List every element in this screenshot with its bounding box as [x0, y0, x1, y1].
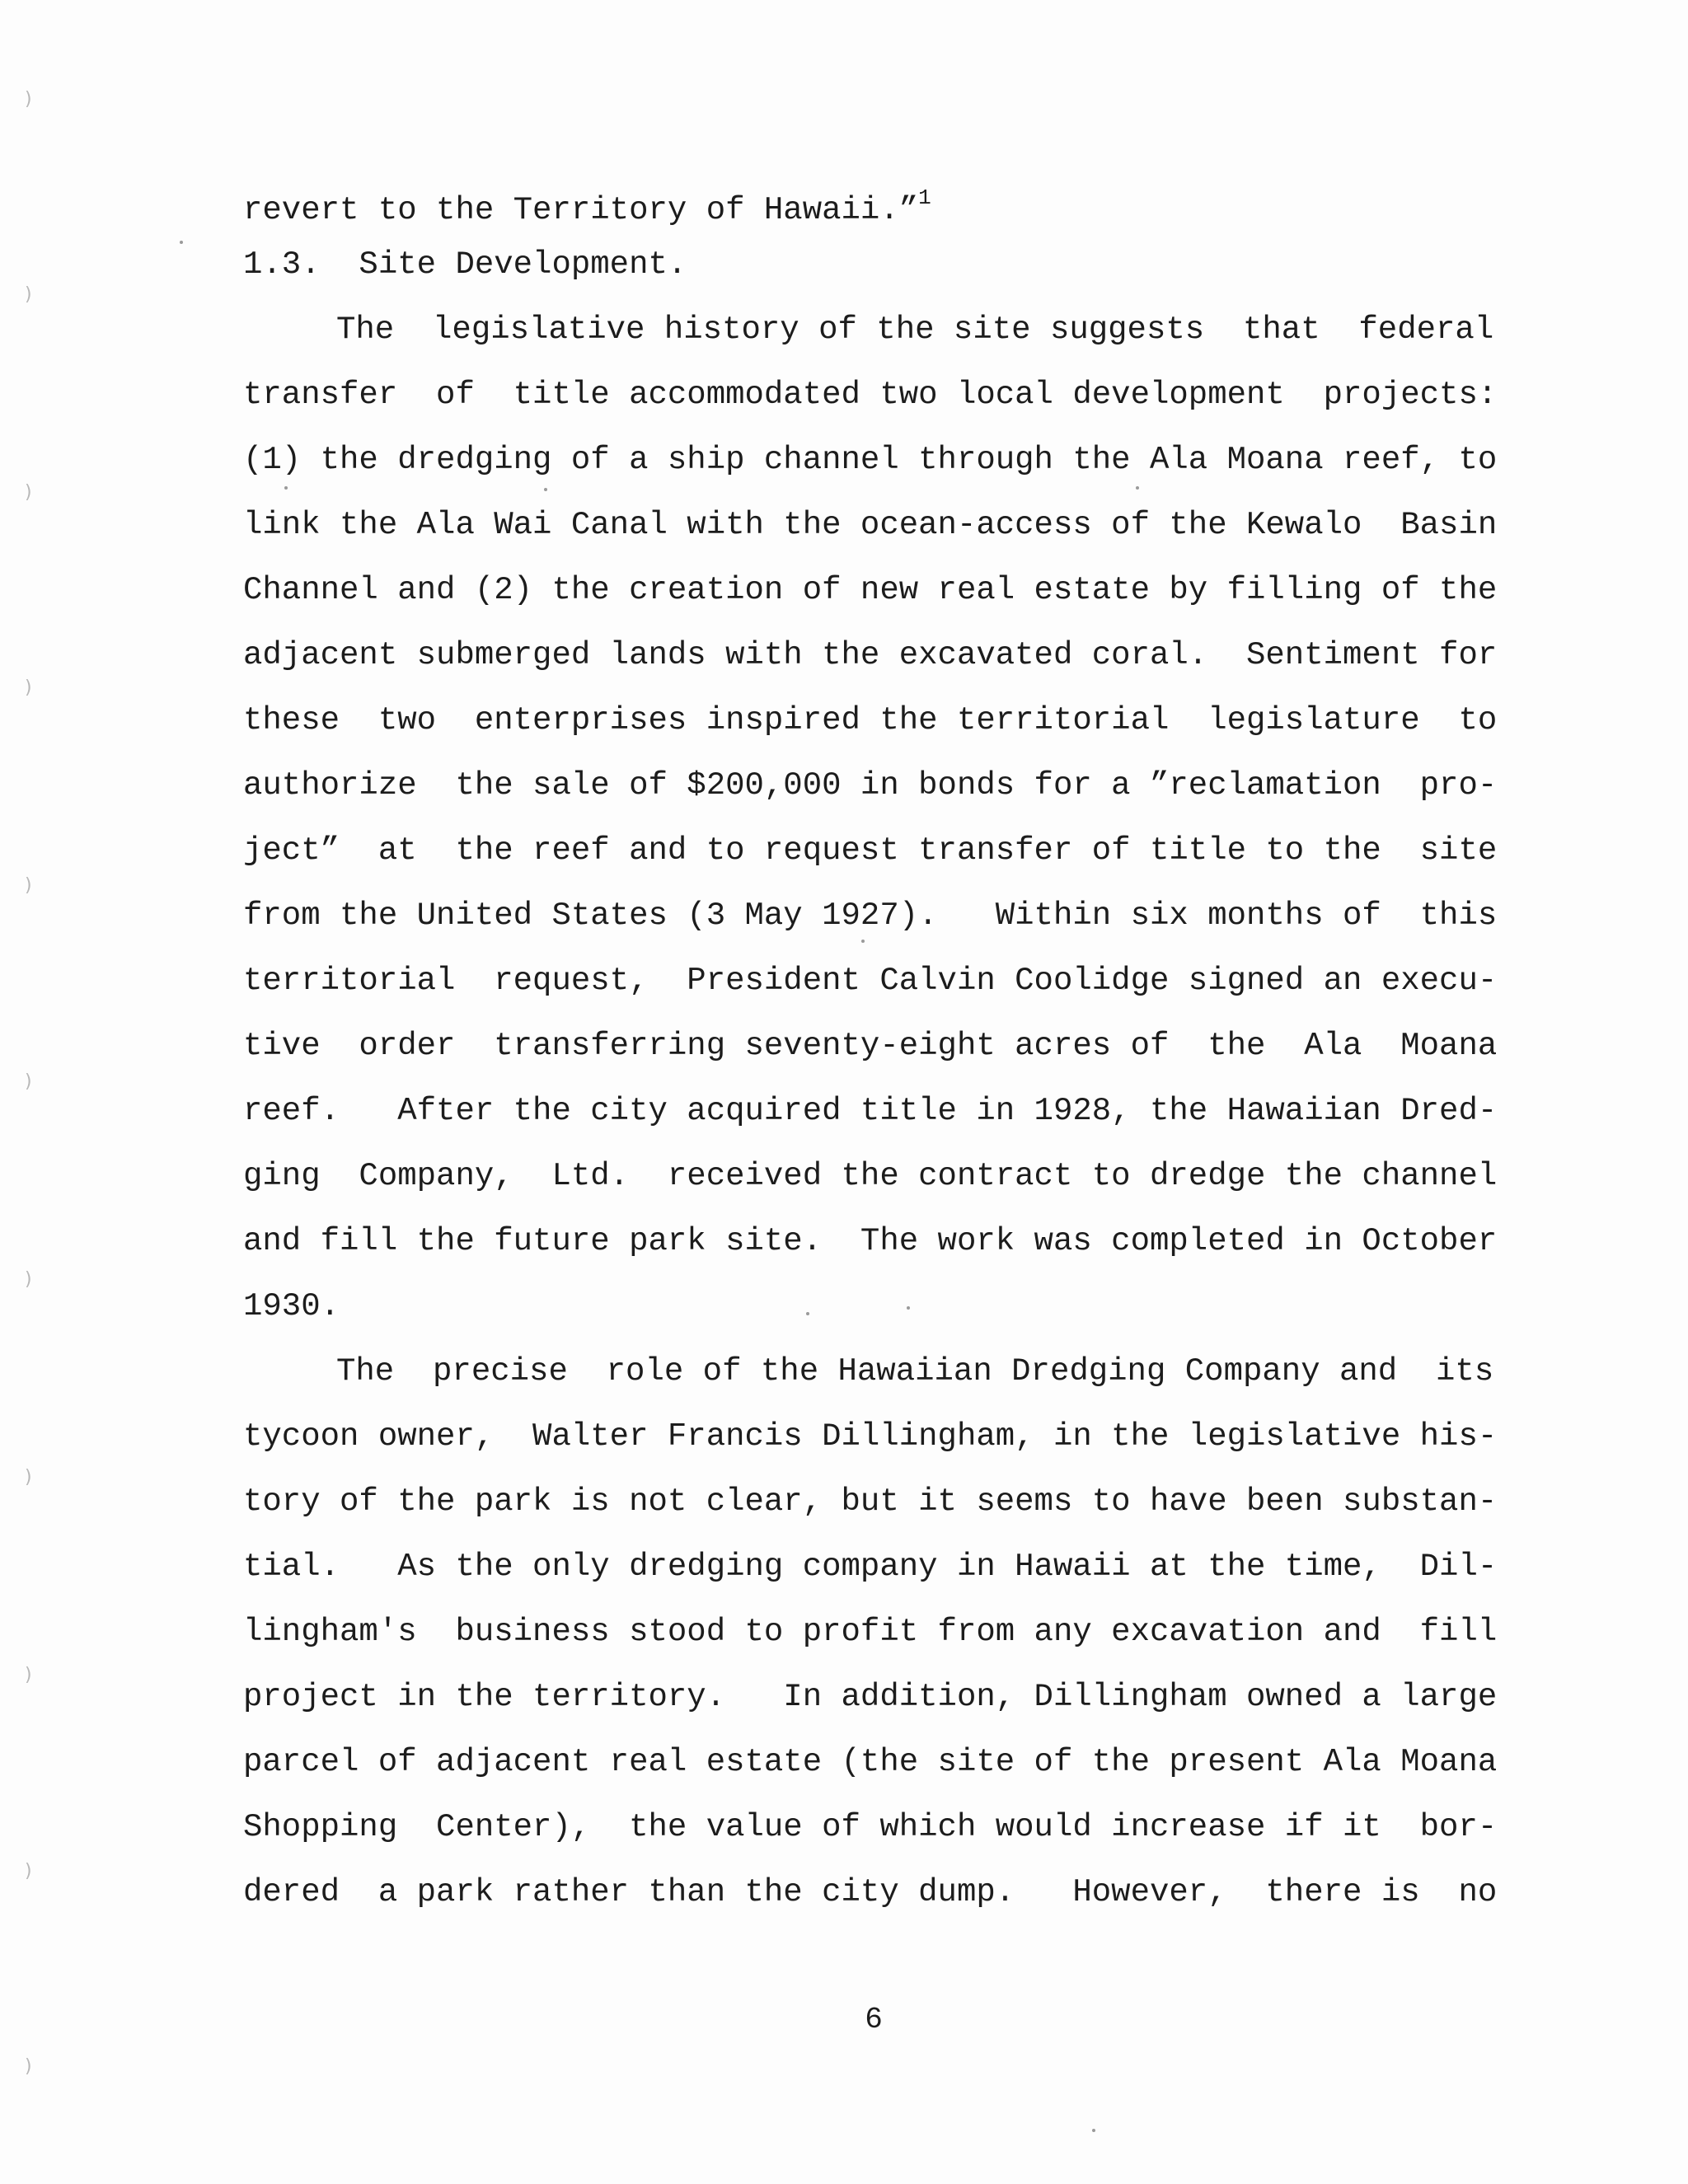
scan-speck: [861, 940, 865, 943]
text-line: ging Company, Ltd. received the contract to dredge the channel: [243, 1158, 1498, 1194]
text-line: ject” at the reef and to request transfer of title to the site: [243, 832, 1498, 869]
text-line: The legislative history of the site suggests that federal: [336, 312, 1494, 348]
section-heading: 1.3. Site Development.: [243, 246, 687, 283]
margin-mark: ): [25, 284, 32, 305]
scan-speck: [1136, 486, 1139, 490]
margin-mark: ): [25, 2056, 32, 2077]
text-line: adjacent submerged lands with the excavated coral. Sentiment for: [243, 637, 1498, 673]
margin-mark: ): [25, 482, 32, 503]
page-number: 6: [865, 2003, 883, 2036]
text-line: transfer of title accommodated two local development projects:: [243, 377, 1498, 413]
text-line: parcel of adjacent real estate (the site of the present Ala Moana: [243, 1744, 1498, 1780]
margin-mark: ): [25, 1269, 32, 1290]
margin-mark: ): [25, 1665, 32, 1685]
text-line: authorize the sale of $200,000 in bonds for a ”reclamation pro-: [243, 767, 1498, 804]
margin-mark: ): [25, 1861, 32, 1882]
text-line: and fill the future park site. The work was completed in October: [243, 1223, 1498, 1259]
scan-speck: [1092, 2129, 1095, 2132]
scan-speck: [284, 486, 288, 490]
scan-speck: [544, 488, 547, 491]
text-line: these two enterprises inspired the territorial legislature to: [243, 702, 1498, 738]
text-line: tory of the park is not clear, but it seems to have been substan-: [243, 1483, 1498, 1520]
text-line: tive order transferring seventy-eight acres of the Ala Moana: [243, 1028, 1498, 1064]
text-line: Channel and (2) the creation of new real estate by filling of the: [243, 572, 1498, 608]
text-line: link the Ala Wai Canal with the ocean-access of the Kewalo Basin: [243, 507, 1498, 543]
text-line: from the United States (3 May 1927). Within six months of this: [243, 898, 1498, 934]
margin-mark: ): [25, 89, 32, 110]
text-line-1: [243, 180, 1512, 228]
scan-speck: [180, 241, 183, 244]
margin-mark: ): [25, 875, 32, 896]
text-line: revert to the Territory of Hawaii.”: [243, 192, 919, 228]
margin-mark: ): [25, 1467, 32, 1488]
text-line: tycoon owner, Walter Francis Dillingham, in the legislative his-: [243, 1418, 1498, 1455]
text-line: lingham's business stood to profit from any excavation and fill: [243, 1614, 1498, 1650]
text-line: territorial request, President Calvin Coolidge signed an execu-: [243, 963, 1498, 999]
text-line: 1930.: [243, 1288, 340, 1324]
text-line: reef. After the city acquired title in 1928, the Hawaiian Dred-: [243, 1093, 1498, 1129]
text-line: Shopping Center), the value of which would increase if it bor-: [243, 1809, 1498, 1845]
text-line: tial. As the only dredging company in Hawaii at the time, Dil-: [243, 1549, 1498, 1585]
text-line: The precise role of the Hawaiian Dredging Company and its: [336, 1353, 1494, 1390]
text-line: (1) the dredging of a ship channel through the Ala Moana reef, to: [243, 442, 1498, 478]
margin-mark: ): [25, 677, 32, 698]
margin-mark: ): [25, 1071, 32, 1092]
footnote-marker: 1: [918, 185, 931, 210]
text-line: project in the territory. In addition, Dillingham owned a large: [243, 1679, 1498, 1715]
text-line: dered a park rather than the city dump. However, there is no: [243, 1874, 1498, 1910]
